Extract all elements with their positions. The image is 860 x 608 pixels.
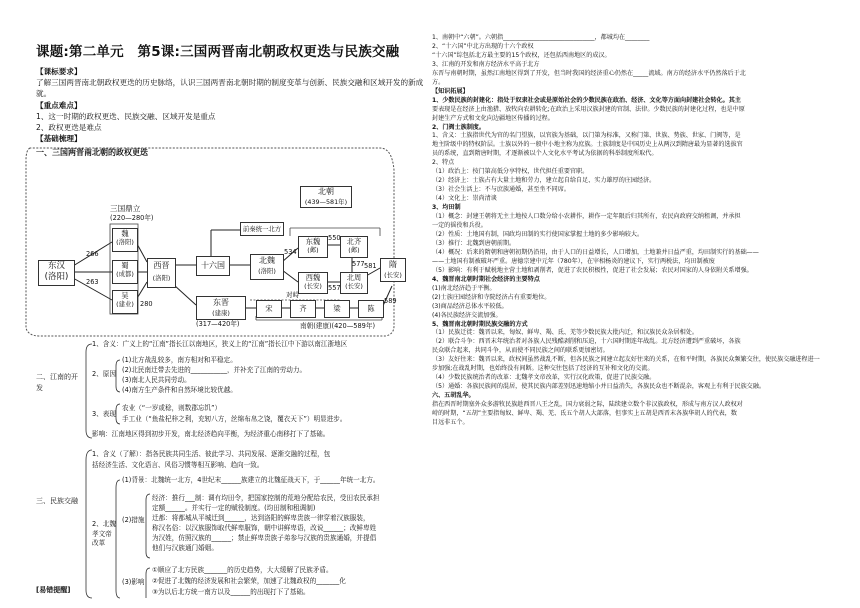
ext-line: 4、魏晋南北朝时期社会经济的主要特点 — [432, 275, 540, 283]
beizhou-box — [340, 272, 368, 294]
donghan-label: 东汉 — [47, 261, 65, 271]
impact-line: ③为以后北方统一南方以及______的出现打下了基础。 — [152, 588, 310, 596]
dongwei-capital: (邺) — [307, 246, 319, 254]
keypoint-line: 1、这一时期的政权更迭、民族交融、区域开发是重点 — [36, 112, 216, 121]
xiwei-box — [298, 272, 328, 294]
measure-line: 定额______。并实行一定的赋役制度。(均田制和租调制) — [152, 504, 316, 512]
ext-line: （4）文化上：崇尚清谈 — [432, 195, 497, 203]
ext-line: (3)商品经济总体水平较低。 — [432, 302, 508, 310]
ext-line: （1）民族迁徙：魏晋以来，匈奴、鲜卑、羯、氐、羌等少数民族大批内迁，和汉族民众杂居相处。 — [432, 329, 698, 337]
minzu-label: 三、民族交融 — [36, 497, 78, 505]
ext-line: （2）性质：土地国有制，国政均田制的实行使国家掌握土地的多少影响较大。 — [432, 230, 644, 238]
measure-line: 称汉名俗：以汉族服饰取代鲜卑服饰，朝中讲鲜卑语，改说______；改鲜卑姓 — [152, 524, 377, 532]
year-263: 263 — [86, 278, 99, 286]
donghan-box — [38, 260, 75, 286]
wei-label: 魏 — [121, 229, 129, 238]
tips-heading: [易错提醒] — [36, 586, 71, 594]
xiwei-label: 西魏 — [305, 273, 321, 282]
ext-line: （3）友好往来：魏晋以来，政权间虽然战乱不断，但各民族之间建立起友好往来的关系，在和平时期，各族民众频繁交往，使民族交融进程进一 — [432, 356, 820, 364]
year-280: 280 — [140, 300, 153, 308]
beizhou-label: 北周 — [346, 273, 362, 282]
impact-line: ②促进了北魏的经济发展和社会繁荣，加速了北魏政权的_______化 — [152, 577, 346, 585]
song-label: 宋 — [265, 304, 273, 313]
ext-line: 步加强;在战乱时期，也始终没有间断。这种交往包括了经济的互补和文化的交流。 — [432, 365, 654, 373]
section1-heading: 一、三国两晋南北朝的政权更迭 — [36, 148, 148, 157]
jiangnan-definition: 1、含义：广义上的“江南”指长江以南地区，狭义上的“江南”指长江中下游以南江浙地区 — [92, 340, 348, 348]
year-581: 581 — [364, 262, 377, 270]
ext-line: 员的系统，直到隋唐时期，才逐渐被以个人文化水平考试为依据的科举制度所取代。 — [432, 150, 658, 158]
jiangnan-craft: 手工业（“鱼盐杞梓之利，充轫八方，丝绵布帛之饶，覆衣天下”）明显进步。 — [122, 415, 347, 423]
xiwei-capital: (长安) — [304, 282, 322, 290]
ext-line: 六、五胡乱华。 — [432, 392, 475, 400]
jiangnan-label: 二、江南的开发 — [36, 373, 78, 392]
ext-line: (1)南北经济趋于平衡。 — [432, 284, 496, 292]
ext-line: （2）联合斗争：西晋末年统治者对各族人民残酷剥削和压迫，十六国时期连年战乱。北方经济遭到严重破坏，各族 — [432, 338, 741, 346]
measure-line: 经济：推行___制：调有均田令，把国家控制的荒地分配给农民，受田农民承担 — [152, 494, 380, 502]
shu-box — [112, 260, 138, 284]
ext-line: 1、少数民族的封建化：指处于奴隶社会或是原始社会的少数民族在政治、经济、文化等方面向封建社会转化。其主 — [432, 96, 741, 104]
ext-line: 目远非五个。 — [432, 418, 469, 426]
dongwei-box — [298, 236, 328, 258]
nanchao-label — [300, 322, 375, 332]
wei-capital: (洛阳) — [116, 238, 134, 246]
jiangnan-impact: 影响：江南地区得到初步开发，南北经济趋向平衡，为经济重心南移打下了基础。 — [92, 430, 330, 438]
nanchao-title: 南朝 — [300, 322, 314, 330]
note-line: 3、江南的开发和南方经济水平高于北方 — [432, 60, 540, 68]
xijin-capital: (洛阳) — [152, 274, 171, 282]
minzu-def: 括经济生活、文化语言、风俗习惯等相互影响、趋向一致。 — [92, 461, 264, 469]
measure-line: 他们与汉族通门婚姻。 — [152, 544, 218, 552]
beiwei-capital: (洛阳) — [258, 267, 276, 275]
ext-line: 1、含义：士族指世代为官的名门望族，以官族为基础，以门第为标准，又称门第、世族、势族、世家、门阀等，是 — [432, 132, 741, 140]
measure-line: 迁都：将都城从平城迁到______，达到洛阳的鲜卑贵族一律穿着汉族服装， — [152, 514, 370, 522]
page-title: 课题:第二单元 第5课:三国两晋南北朝政权更迭与民族交融 — [36, 44, 400, 60]
beiwei-label: 北魏 — [259, 256, 275, 265]
shu-capital: (成都) — [116, 270, 134, 278]
donghan-capital: (洛阳) — [44, 272, 69, 282]
note-line: 2、“十六国”中北方出现的十六个政权 — [432, 42, 534, 50]
ext-line: 民众联合起来，共同斗争，从而使不同民族之间的联系更加密切。 — [432, 347, 609, 355]
ext-line: 峙的时期，“五胡”主要指匈奴、鲜卑、羯、羌、氐五个胡人大部落，但事实上五胡是西晋末各族华胡人的代表，数 — [432, 410, 737, 418]
year-557: 557 — [328, 284, 341, 292]
qi-label: 齐 — [299, 304, 307, 313]
ext-line: （3）推行：北魏到唐朝前期。 — [432, 239, 516, 247]
right-notes — [432, 34, 856, 428]
ext-line: 一定的徭役和兵役。 — [432, 222, 487, 230]
jiangnan-reason: (4)南方生产条件和自然环境比较优越。 — [122, 386, 237, 394]
sui-box — [380, 258, 406, 282]
sanguo-years: (220—280年) — [110, 213, 154, 222]
xiaowen-label: 2、北魏孝文帝改革 — [92, 520, 116, 548]
wu-box — [112, 290, 138, 314]
beichao-years: (439—581年) — [304, 198, 348, 206]
impact-label: (3)影响 — [122, 578, 145, 586]
sui-capital: (长安) — [384, 271, 402, 279]
year-534: 534 — [284, 248, 297, 256]
note-line: 1、南朝中“六朝”。六朝指______________________________，都城均在________ — [432, 34, 650, 41]
ext-line: （5）影响：有利于赋税地主营土地和剥削者，促进了农民积极性，促进了社会发展；农民对国家的人身依附关系增强。 — [432, 266, 753, 274]
shiliuguo-box — [196, 256, 230, 276]
shu-label: 蜀 — [121, 261, 129, 270]
liang-box — [324, 300, 350, 318]
ext-line: 5、魏晋南北朝时期民族交融的方式 — [432, 320, 528, 328]
ext-line: (4)各民族经济交流加强。 — [432, 311, 502, 319]
curriculum-line: 就。 — [36, 89, 52, 98]
ext-line: （3）社会生活上：不与庶族通婚，甚至坐不同席。 — [432, 186, 570, 194]
qianqin-note — [240, 222, 284, 236]
keypoints-heading: 【重点难点】 — [36, 101, 82, 110]
ext-line: （5）通婚：各族民族间的混居，使其民族内部差别迅速地缩小并日益消失，各族民众也不断混杂，客观上有利于民族交融。 — [432, 383, 765, 391]
dongwei-label: 东魏 — [305, 237, 321, 246]
song-box — [256, 300, 282, 318]
ext-line: 2、特点 — [432, 159, 455, 167]
ext-line: （4）概况：后来的隋朝和唐朝初期仍沿用，由于人口的日益增长，人口增加，土地兼并日益严重，均田制实行的基础—— — [432, 248, 759, 256]
minzu-background: (1)背景：北魏统一北方，4世纪末______族建立的北魏征战天下，于______年统一北方。 — [122, 476, 380, 484]
note-line: 东晋与南朝时期，虽然江南地区得到了开发，但当时我国的经济重心仍然在_____流域。南方的经济水平仍然落后于北 — [432, 69, 746, 77]
jiangnan-agri: 农业（“一岁或稔，则数郡忘饥”） — [122, 404, 222, 412]
sanguo-label — [110, 204, 154, 223]
dongjin-box — [196, 296, 246, 320]
sui-label: 隋 — [389, 260, 397, 269]
ext-line: 3、均田制 — [432, 204, 461, 212]
year-589: 589 — [384, 297, 397, 305]
extension-heading: 【知识拓展】 — [432, 87, 469, 95]
impact-line: ①顺应了北方民族_______的历史趋势，大大缓解了民族矛盾。 — [152, 566, 333, 574]
year-577: 577 — [352, 260, 365, 268]
ext-line: 封建生产方式和文化向边疆地区传播的过程。 — [432, 114, 554, 122]
xijin-label: 西晋 — [153, 261, 170, 270]
dongjin-capital: (建康) — [212, 309, 230, 317]
curriculum-heading: 【课标要求】 — [36, 67, 82, 76]
year-550: 550 — [328, 234, 341, 242]
ext-line: 2、门阀士族制度。 — [432, 123, 485, 131]
shiliuguo-label: 十六国 — [201, 261, 225, 270]
nanchao-years: (420—589年) — [331, 322, 376, 330]
beiqi-box — [340, 236, 368, 258]
chen-label: 陈 — [367, 304, 375, 313]
qianqin-note-text: 前秦统一北方 — [242, 225, 282, 233]
beichao-label: 北朝 — [318, 187, 334, 196]
liang-label: 梁 — [333, 304, 341, 313]
nanchao-capital: (建康) — [313, 322, 332, 330]
jiangnan-reason: (3)南北人民共同劳动。 — [122, 376, 191, 384]
keypoint-line: 2、政权更迭是难点 — [36, 123, 102, 132]
note-line: 方。 — [432, 78, 445, 86]
curriculum-line: 了解三国两晋南北朝政权更迭的历史脉络，认识三国两晋南北朝时期的制度变革与创新、民族交融和区域开发的新成 — [36, 78, 424, 87]
wu-label: 吴 — [121, 291, 129, 300]
ext-line: （2）经济上：士族占有大量土地和劳力，建立起自给自足、实力雄厚的庄园经济。 — [432, 177, 656, 185]
note-line: “十六国”综包括北方最主要的15个政权，还包括西南地区的成汉。 — [432, 51, 611, 59]
wu-capital: (建业) — [116, 300, 134, 308]
sanguo-title: 三国鼎立 — [110, 204, 141, 213]
ext-line: ——土地国有制被破坏严重。唐德宗建中元年（780年），在宰相杨炎的建议下，实行两税法，均田制被废 — [432, 257, 715, 265]
jiangnan-show-label: 3、表现 — [92, 410, 116, 418]
ext-line: 指在西晋时期塞外众多游牧民族趁西晋八王之乱，国力衰弱之际，陆续建立数个非汉族政权，形成与南方汉人政权对 — [432, 401, 743, 409]
duizhi-label: 对峙 — [286, 291, 300, 299]
ext-line: （4）少数民族统治者的改革：北魏孝文帝改革，实行汉化政策，促进了民族交融。 — [432, 374, 656, 382]
jiangnan-reason-label: 2、原因 — [92, 370, 116, 378]
ext-line: 要表现是在经济上由渔猎、放牧向农耕转化;在政治上采用汉族封建的官制、法律。少数民族的封建化过程，也是中原 — [432, 105, 745, 113]
year-266: 266 — [86, 250, 99, 258]
basic-heading: 【基础梳理】 — [36, 134, 82, 143]
beiwei-box — [250, 254, 284, 280]
measures-label: (2)措施 — [122, 516, 145, 524]
chen-box — [358, 300, 384, 318]
dongjin-years: (317—420年) — [196, 320, 240, 328]
minzu-def: 1、含义（了解）：指各民族共同生活、彼此学习、共同发展、逐渐交融的过程，包 — [92, 450, 331, 458]
dongjin-label: 东晋 — [213, 298, 229, 307]
beizhou-capital: (长安) — [345, 282, 363, 290]
right-column — [432, 0, 858, 608]
beichao-box — [300, 186, 352, 208]
qi-box — [290, 300, 316, 318]
jiangnan-reason: (2)北民南迁带去先进的___________，并补充了江南的劳动力。 — [122, 366, 307, 374]
jiangnan-reason: (1)北方战乱较多，南方相对和平稳定。 — [122, 356, 237, 364]
measure-line: 为汉姓，仿照汉族的______；禁止鲜卑贵族子弟参与汉族的贵族通婚，并提倡 — [152, 534, 377, 542]
beiqi-capital: (邺) — [348, 246, 360, 254]
xijin-box — [147, 258, 176, 288]
ext-line: 地主阶级中的特权阶层。士族以外的一般中小地主称为庶族。士族制度是中国历史上从两汉到隋唐最为显著的选拔官 — [432, 141, 743, 149]
wei-box — [112, 228, 138, 252]
beiqi-label: 北齐 — [346, 237, 362, 246]
ext-line: （1）概念：封建王朝将无主土地按人口数分给小农耕作，耕作一定年限后归其所有，农民向政府交纳租调，并承担 — [432, 213, 741, 221]
ext-line: （1）政治上：按门第高低分享特权，世代担任重要官职。 — [432, 168, 589, 176]
ext-line: (2)士族庄园经济和寺院经济占有重要地位。 — [432, 293, 551, 301]
